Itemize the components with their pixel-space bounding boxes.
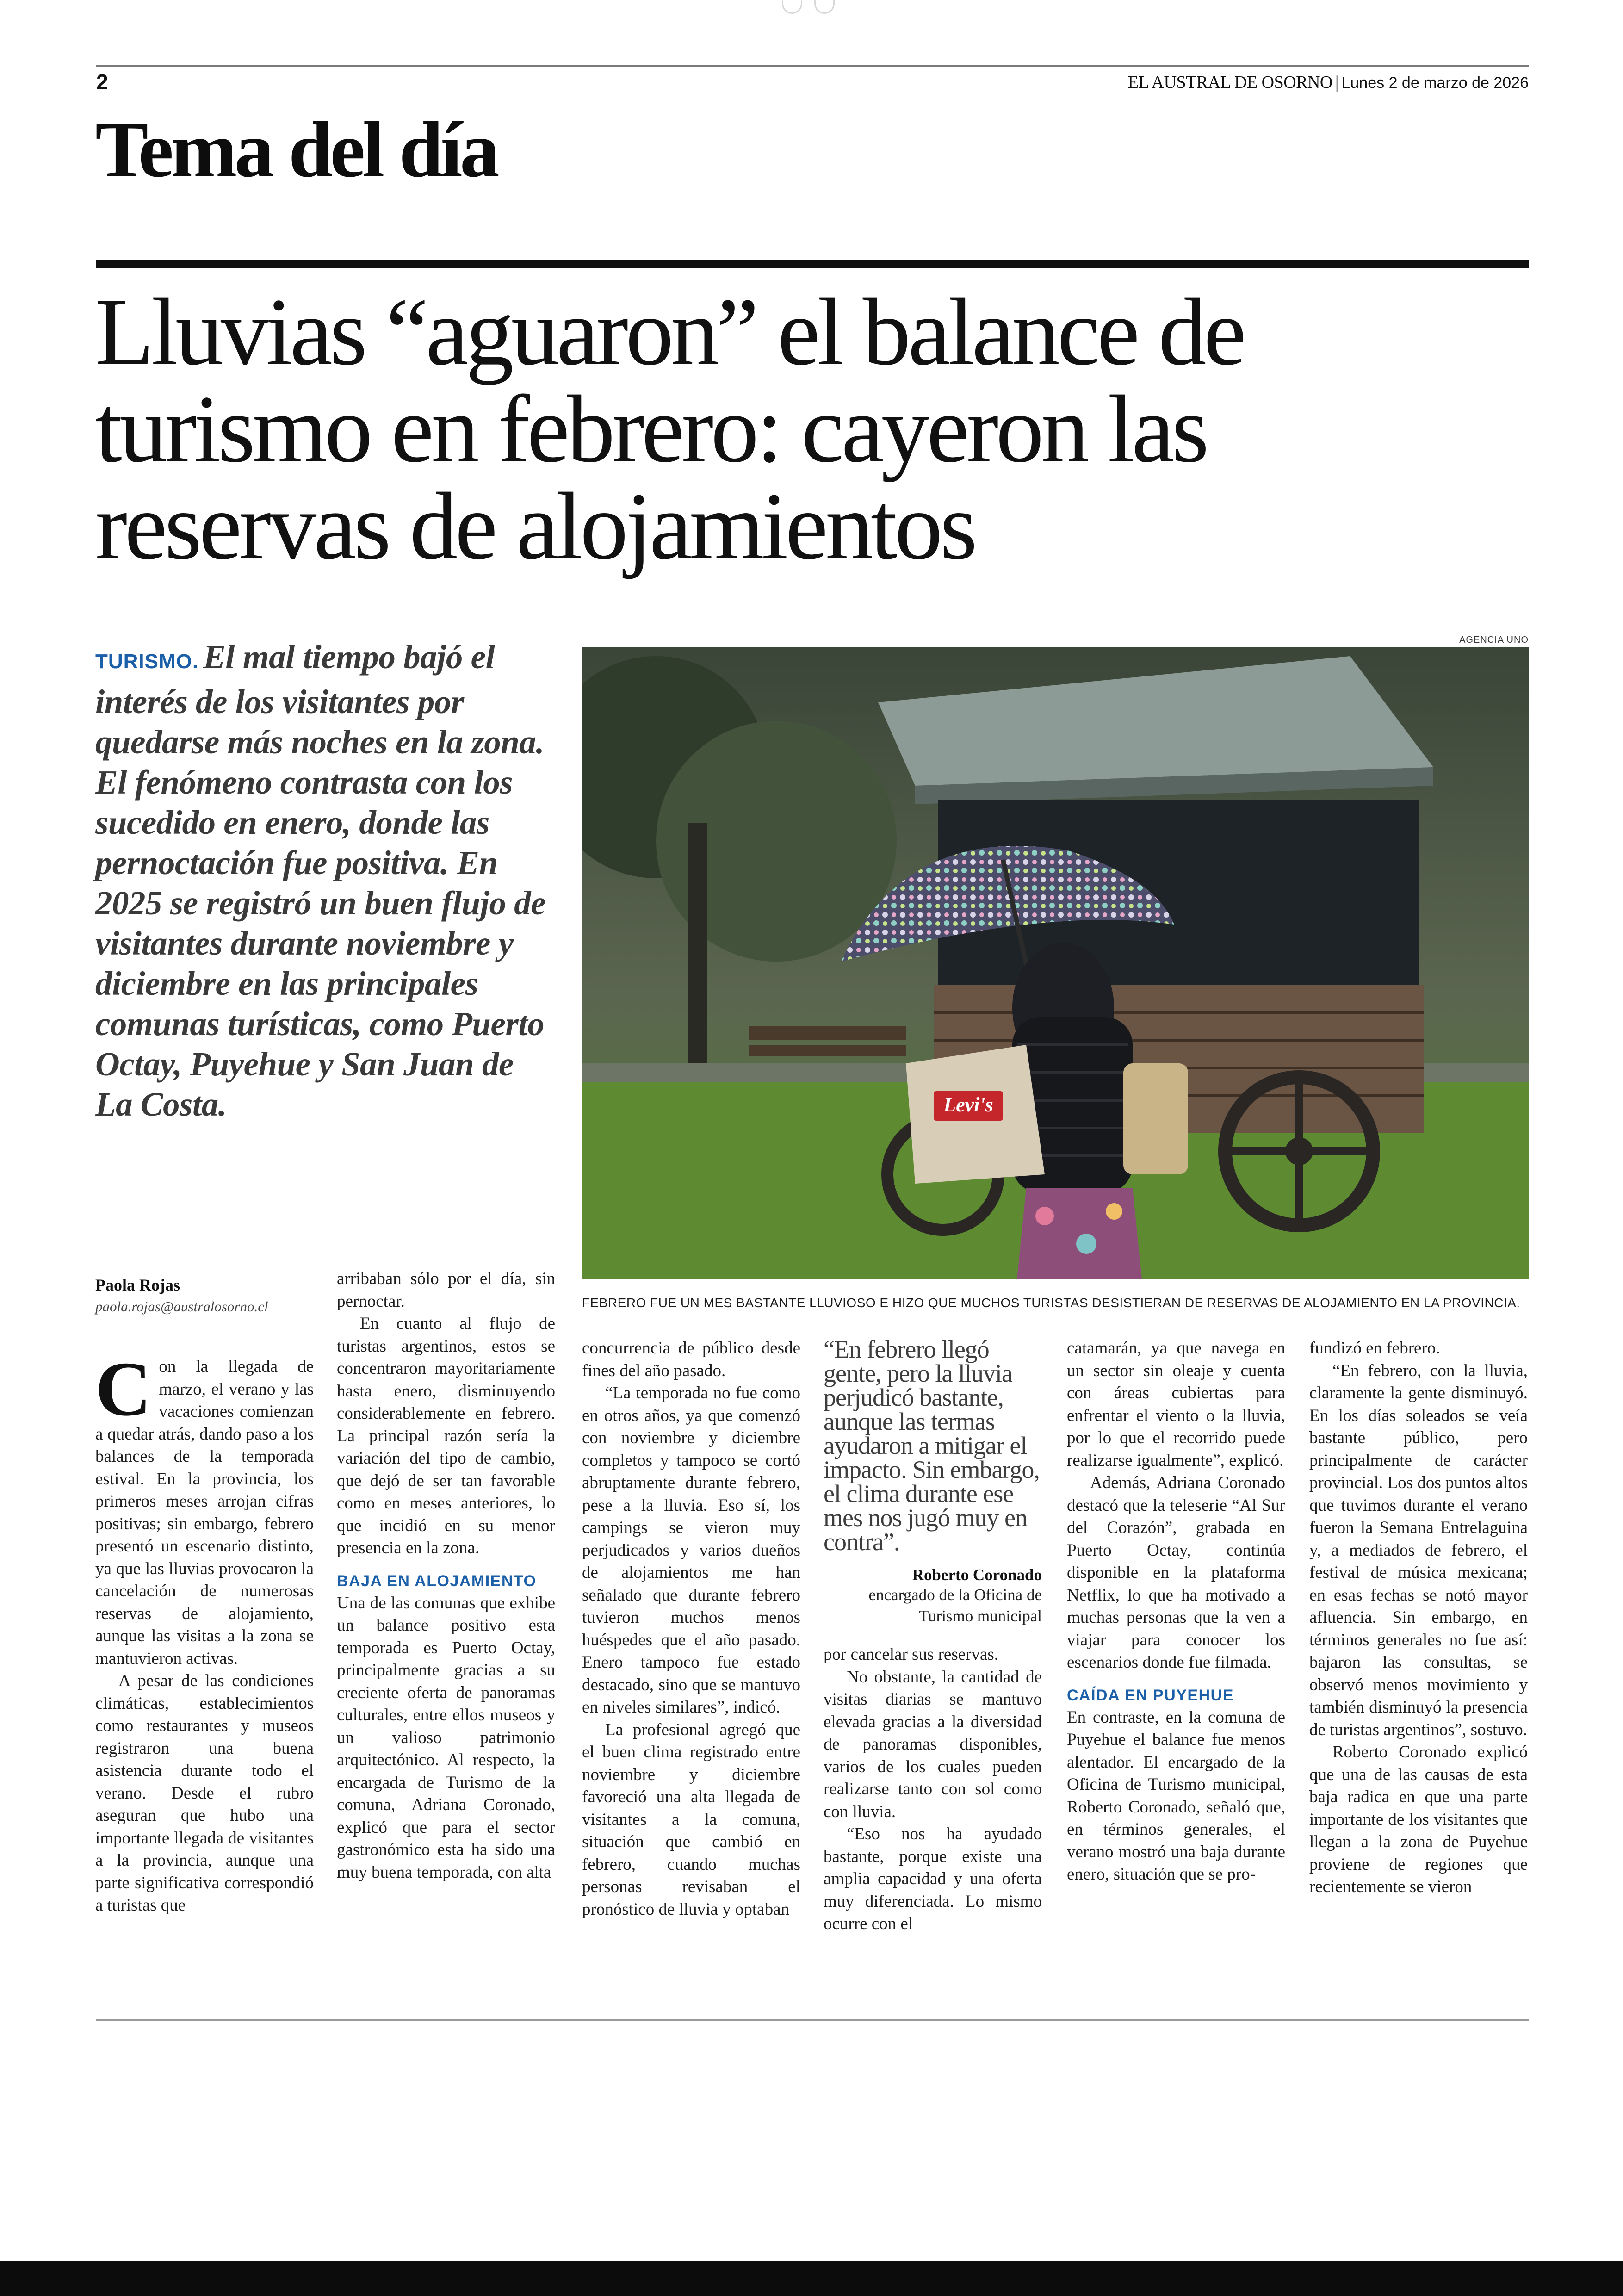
section-rule: [96, 260, 1529, 268]
photo-caption: FEBRERO FUE UN MES BASTANTE LLUVIOSO E HIZO QUE MUCHOS TURISTAS DESISTIERAN DE RESERVAS DE ALOJAMIENTO EN LA PROVINCIA.: [582, 1296, 1520, 1310]
paragraph: La profesional agregó que el buen clima registrado entre noviembre y diciembre favoreció una alta llegada de visitantes a la comuna, situación que cambió en febrero, cuando muchas personas revisaban el pronóstico de lluvia y optaban: [582, 1720, 800, 1919]
paragraph: No obstante, la cantidad de visitas diarias se mantuvo elevada gracias a la diversidad de panoramas disponibles, varios de los cuales pueden realizarse tanto con sol como con lluvia.: [824, 1667, 1042, 1821]
byline: [95, 1275, 313, 1315]
pull-quote-role: encargado de la Oficina de Turismo municipal: [868, 1586, 1042, 1625]
text-column-3: [582, 1337, 800, 1921]
newspaper-header: [1128, 72, 1529, 93]
header-rule: [96, 65, 1529, 67]
paragraph: Roberto Coronado explicó que una de las causas de esta baja radica en que una parte importante de los visitantes que llegan a la zona de Puyehue proviene de regiones que recientemente se vieron: [1309, 1743, 1528, 1896]
paragraph: on la llegada de marzo, el verano y las vacaciones comienzan a quedar atrás, dando paso a los balances de la temporada estival. En la provincia, los primeros meses arrojan cifras positivas; sin embargo, febrero presentó un escenario distinto, ya que las lluvias provocaron la cancelación de numerosas reservas de alojamiento, aunque las visitas a la zona se mantuvieron activas.: [95, 1357, 314, 1668]
page-number: 2: [96, 70, 108, 94]
author-email[interactable]: paola.rojas@australosorno.cl: [95, 1298, 268, 1315]
paragraph: “La temporada no fue como en otros años, ya que comenzó con noviembre y diciembre completos y tampoco se cortó abruptamente durante febrero, pese a la lluvia. Eso sí, los campings se vieron muy perjudicados y varios dueños de alojamientos me han señalado que durante febrero tuvieron muchos menos huéspedes que el año pasado. Enero tampoco fue estado destacado, sino que se mantuvo en niveles similares”, indicó.: [582, 1384, 800, 1717]
pull-quote-author: Roberto Coronado: [912, 1566, 1042, 1584]
issue-date: Lunes 2 de marzo de 2026: [1341, 74, 1529, 92]
lead-kicker: TURISMO.: [95, 650, 199, 673]
bottom-rule: [96, 2019, 1529, 2021]
paragraph: En cuanto al flujo de turistas argentinos, estos se concentraron mayoritariamente hasta enero, disminuyendo considerablemente en febrero. La principal razón sería la variación del tipo de cambio, que dejó de ser tan favorable como en meses anteriores, lo que incidió en su menor presencia en la zona.: [337, 1314, 555, 1558]
paragraph: A pesar de las condiciones climáticas, establecimientos como restaurantes y museos registraron una buena asistencia durante todo el verano. Desde el rubro aseguran que hubo una importante llegada de visitantes a la provincia, aunque una parte significativa correspondió a turistas que: [95, 1671, 314, 1915]
drop-cap: C: [95, 1346, 152, 1432]
author-name: Paola Rojas: [95, 1276, 180, 1294]
subhead-caida-puyehue: CAÍDA EN PUYEHUE: [1067, 1686, 1234, 1704]
rain-umbrella-illustration: [582, 647, 1529, 1279]
subhead-baja-alojamiento: BAJA EN ALOJAMIENTO: [337, 1572, 537, 1590]
text-column-1: [95, 1346, 314, 1917]
paragraph: “Eso nos ha ayudado bastante, porque existe una amplia capacidad y una oferta muy diferenciada. Lo mismo ocurre con el: [824, 1824, 1042, 1933]
paragraph: “En febrero, con la lluvia, claramente la gente disminuyó. En los días soleados se veía bastante público, pero principalmente de carácter provincial. Los dos puntos altos que tuvimos durante el verano fueron la Semana Entrelaguina y, a mediados de febrero, el festival de música mexicana; en esas fechas se notó mayor afluencia. Sin embargo, en términos generales no fue así: bajaron las consultas, se observó menos movimiento y también disminuyó la presencia de turistas argentinos”, sostuvo.: [1309, 1361, 1528, 1739]
paragraph: por cancelar sus reservas.: [824, 1645, 999, 1664]
photo-credit: AGENCIA UNO: [1459, 635, 1529, 645]
paragraph: Además, Adriana Coronado destacó que la teleserie “Al Sur del Corazón”, grabada en Puerto Octay, continúa disponible en la plataforma Netflix, lo que ha motivado a muchas personas que la ven a viajar para conocer los escenarios donde fue filmada.: [1067, 1473, 1285, 1672]
section-title: Tema del día: [95, 106, 497, 194]
text-column-2: [337, 1268, 555, 1884]
text-column-6: [1309, 1337, 1528, 1899]
viewer-bottom-bar: [0, 2261, 1623, 2296]
paragraph: Una de las comunas que exhibe un balance positivo esta temporada es Puerto Octay, principalmente gracias a su creciente oferta de panoramas culturales, entre ellos museos y un valioso patrimonio arquitectónico. Al respecto, la encargada de Turismo de la comuna, Adriana Coronado, explicó que para el sector gastronómico esta ha sido una muy buena temporada, con alta: [337, 1593, 555, 1882]
viewer-page-dots[interactable]: [782, 0, 835, 14]
newspaper-name: EL AUSTRAL DE OSORNO: [1127, 73, 1332, 92]
text-column-4: [824, 1644, 1042, 1936]
article-headline: Lluvias “aguaron” el balance de turismo en febrero: cayeron las reservas de alojamientos: [95, 279, 1244, 579]
article-lead: [95, 637, 558, 1124]
paragraph: fundizó en febrero.: [1309, 1339, 1440, 1358]
paragraph: catamarán, ya que navega en un sector sin oleaje y cuenta con áreas cubiertas para enfrentar el viento o la lluvia, por lo que el recorrido puede realizarse igualmente”, explicó.: [1067, 1339, 1285, 1470]
pull-quote-text: “En febrero llegó gente, pero la lluvia perjudicó bastante, aunque las termas ayudaron a mitigar el impacto. Sin embargo, el clima durante ese mes nos jugó muy en contra”.: [824, 1335, 1040, 1556]
lead-text: El mal tiempo bajó el interés de los visitantes por quedarse más noches en la zona. El fenómeno contrasta con los sucedido en enero, donde las pernoctación fue positiva. En 2025 se registró un buen flujo de visitantes durante noviembre y diciembre en las principales comunas turísticas, como Puerto Octay, Puyehue y San Juan de La Costa.: [95, 638, 546, 1123]
paragraph: concurrencia de público desde fines del año pasado.: [582, 1339, 800, 1380]
article-photo: [582, 647, 1529, 1279]
paragraph: arribaban sólo por el día, sin pernoctar.: [337, 1269, 555, 1311]
bag-brand-text: Levi's: [943, 1093, 993, 1116]
paragraph: En contraste, en la comuna de Puyehue el balance fue menos alentador. El encargado de la Oficina de Turismo municipal, Roberto Coronado, señaló que, en términos generales, el verano mostró una baja durante enero, situación que se pro-: [1067, 1707, 1285, 1884]
header-separator: |: [1335, 73, 1339, 92]
text-column-5: [1067, 1337, 1285, 1886]
page-dot[interactable]: [782, 0, 802, 14]
page-dot[interactable]: [814, 0, 835, 14]
pull-quote: [824, 1337, 1042, 1627]
